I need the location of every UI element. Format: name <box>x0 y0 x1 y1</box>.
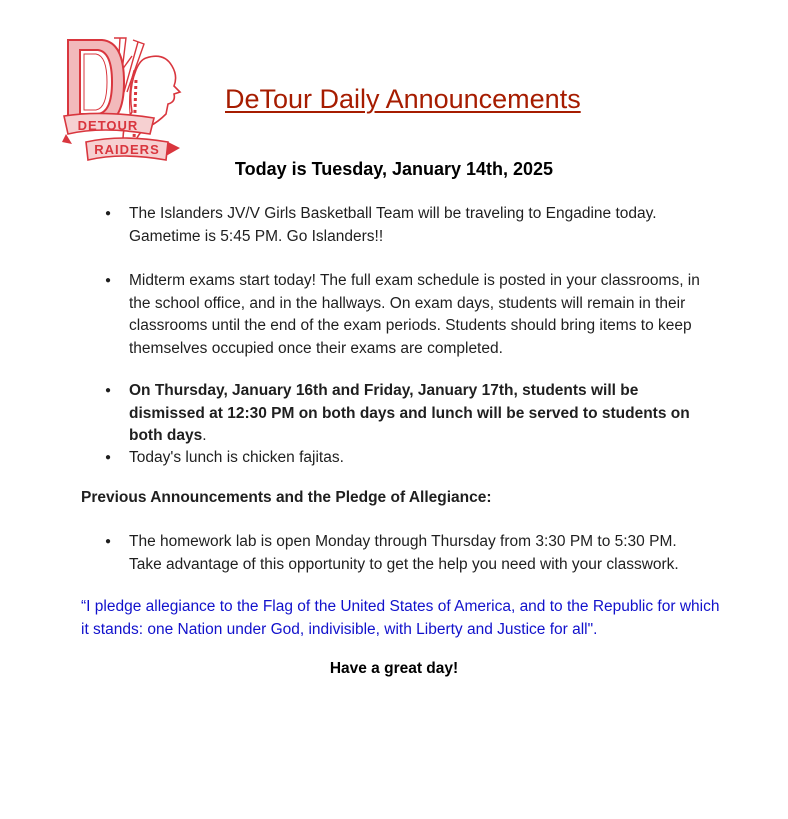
previous-list <box>108 531 708 576</box>
page-title: DeTour Daily Announcements <box>225 84 581 114</box>
pledge-of-allegiance: “I pledge allegiance to the Flag of the United States of America, and to the Republic for which it stands: one Nation under God, indivisible, with Liberty and Justice for all". <box>81 598 720 638</box>
announcement-list <box>108 447 708 470</box>
school-logo <box>62 30 188 176</box>
logo-text-raiders: RAIDERS <box>94 142 160 157</box>
announcement-text: On Thursday, January 16th and Friday, January 17th, students will be dismissed at 12:30 PM on both days and lunch will be served to students on both days <box>129 382 690 444</box>
announcement-item: ● The Islanders JV/V Girls Basketball Team will be traveling to Engadine today. Gametime is 5:45 PM. Go Islanders!! <box>108 203 708 248</box>
announcement-list <box>108 203 708 248</box>
announcement-item: ● Today's lunch is chicken fajitas. <box>108 447 708 470</box>
announcement-item: ● Midterm exams start today! The full exam schedule is posted in your classrooms, in the school office, and in the hallways. On exam days, students will remain in their classrooms until the end of the exam periods. Students should bring items to keep themselves occupied once their exams are completed. <box>108 270 708 360</box>
closing-line: Have a great day! <box>329 660 459 677</box>
date-heading: Today is Tuesday, January 14th, 2025 <box>234 159 554 179</box>
announcement-list <box>108 380 708 448</box>
previous-item: ● The homework lab is open Monday through Thursday from 3:30 PM to 5:30 PM. Take advantage of this opportunity to get the help you need with your classwork. <box>108 531 708 576</box>
previous-announcements-heading: Previous Announcements and the Pledge of Allegiance: <box>81 489 492 506</box>
announcement-list <box>108 270 708 360</box>
logo-text-detour: DETOUR <box>77 118 139 133</box>
announcement-item-bold: ● On Thursday, January 16th and Friday, January 17th, students will be dismissed at 12:30 PM on both days and lunch will be served to students on both days. <box>108 380 708 448</box>
